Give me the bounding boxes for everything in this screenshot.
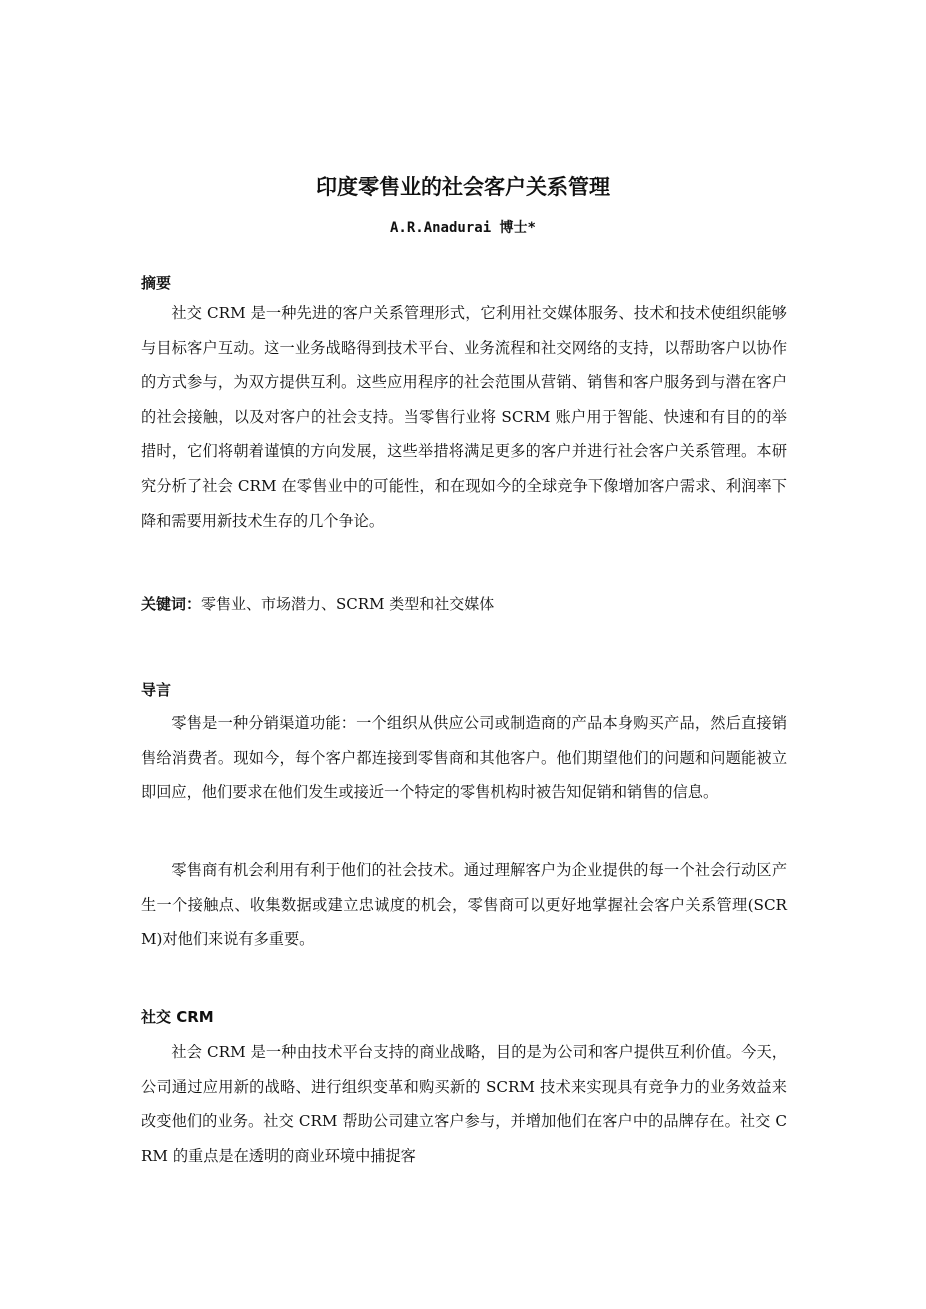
social-crm-paragraph-1: 社会 CRM 是一种由技术平台支持的商业战略，目的是为公司和客户提供互利价值。今天，公司通过应用新的战略、进行组织变革和购买新的 SCRM 技术来实现具有竞争力的业务效益来改变他们的业务。社交 CRM 帮助公司建立客户参与，并增加他们在客户中的品牌存在。社交 CRM 的重点是在透明的商业环境中捕捉客 <box>141 1043 787 1165</box>
intro-heading: 导言 <box>141 681 172 699</box>
keywords-text: 零售业、市场潜力、SCRM 类型和社交媒体 <box>201 595 495 613</box>
intro-paragraph-1: 零售是一种分销渠道功能：一个组织从供应公司或制造商的产品本身购买产品，然后直接销售给消费者。现如今，每个客户都连接到零售商和其他客户。他们期望他们的问题和问题能被立即回应，他们要求在他们发生或接近一个特定的零售机构时被告知促销和销售的信息。 <box>141 714 787 802</box>
keywords-label: 关键词： <box>141 595 202 613</box>
author-line: A.R.Anadurai 博士* <box>389 220 536 236</box>
social-crm-heading: 社交 CRM <box>141 1008 214 1026</box>
intro-paragraph-2: 零售商有机会利用有利于他们的社会技术。通过理解客户为企业提供的每一个社会行动区产生一个接触点、收集数据或建立忠诚度的机会，零售商可以更好地掌握社会客户关系管理(SCRM)对他们来说有多重要。 <box>141 861 787 949</box>
paper-title: 印度零售业的社会客户关系管理 <box>316 175 610 199</box>
abstract-text: 社交 CRM 是一种先进的客户关系管理形式，它利用社交媒体服务、技术和技术使组织能够与目标客户互动。这一业务战略得到技术平台、业务流程和社交网络的支持，以帮助客户以协作的方式参与，为双方提供互利。这些应用程序的社会范围从营销、销售和客户服务到与潜在客户的社会接触，以及对客户的社会支持。当零售行业将 SCRM 账户用于智能、快速和有目的的举措时，它们将朝着谨慎的方向发展，这些举措将满足更多的客户并进行社会客户关系管理。本研究分析了社会 CRM 在零售业中的可能性，和在现如今的全球竞争下像增加客户需求、利润率下降和需要用新技术生存的几个争论。 <box>141 304 787 530</box>
keywords-line <box>141 591 787 617</box>
abstract-heading: 摘要 <box>141 274 172 292</box>
